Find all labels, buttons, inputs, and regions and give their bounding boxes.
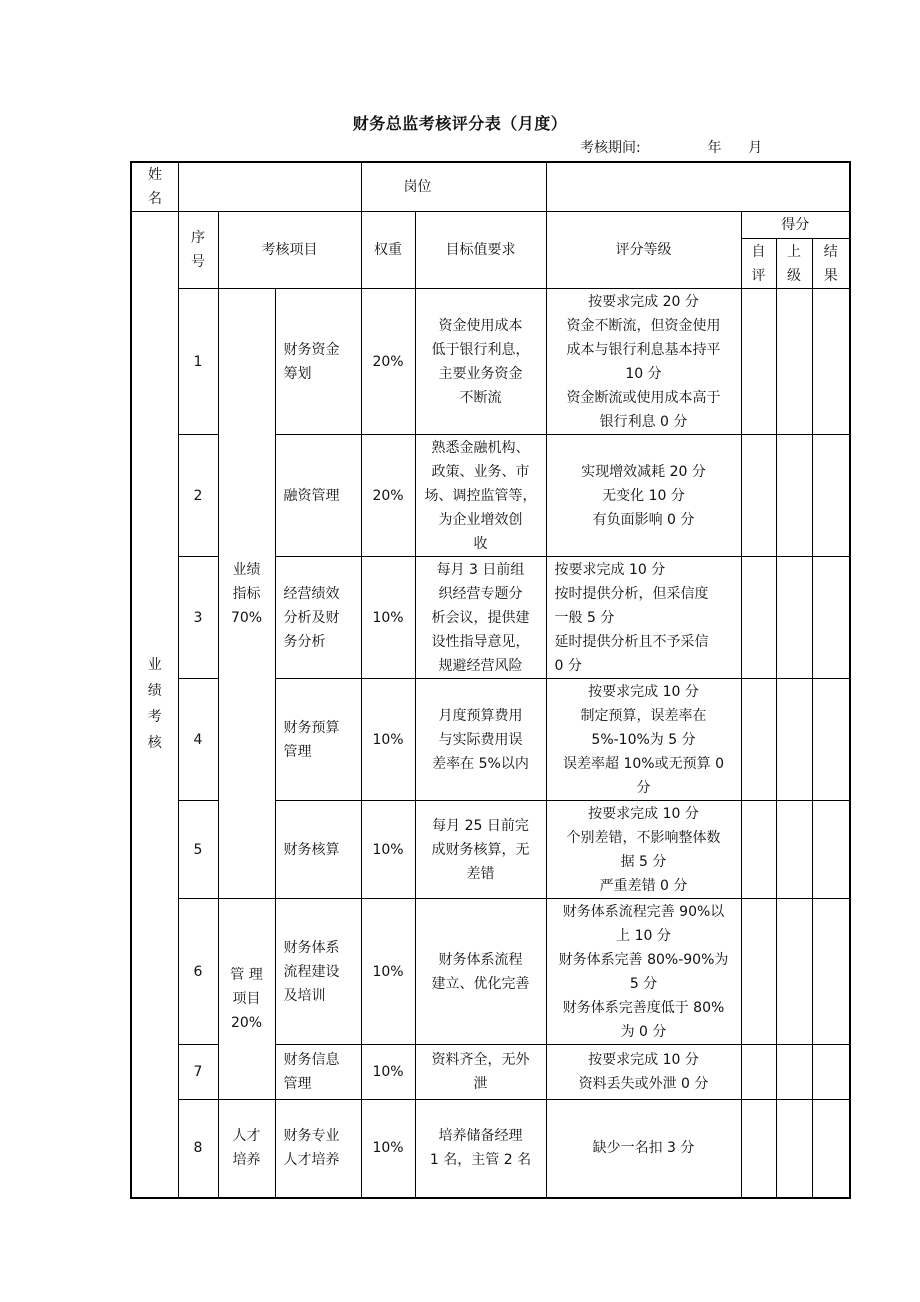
- row-weight: 10%: [361, 899, 415, 1045]
- row-target: 资金使用成本 低于银行利息， 主要业务资金 不断流: [415, 289, 546, 435]
- row-target: 熟悉金融机构、 政策、业务、市 场、调控监管等， 为企业增效创 收: [415, 435, 546, 557]
- target-header: 目标值要求: [415, 212, 546, 289]
- result-score-cell[interactable]: [812, 557, 850, 679]
- result-score-cell[interactable]: [812, 899, 850, 1045]
- row-grading: 按要求完成 10 分 资料丢失或外泄 0 分: [546, 1045, 741, 1100]
- row-no: 6: [178, 899, 218, 1045]
- result-score-cell[interactable]: [812, 1100, 850, 1198]
- row-grading: 财务体系流程完善 90%以 上 10 分 财务体系完善 80%-90%为 5 分 财务体系完善度低于 80% 为 0 分: [546, 899, 741, 1045]
- row-target: 培养储备经理 1 名，主管 2 名: [415, 1100, 546, 1198]
- form-title: 财务总监考核评分表（月度）: [352, 114, 568, 133]
- row-item: 财务专业 人才培养: [275, 1100, 361, 1198]
- row-grading: 缺少一名扣 3 分: [546, 1100, 741, 1198]
- header-info-row: [131, 162, 850, 212]
- row-weight: 10%: [361, 1100, 415, 1198]
- name-label: 姓名: [131, 162, 178, 212]
- self-score-cell[interactable]: [741, 899, 776, 1045]
- row-no: 5: [178, 801, 218, 899]
- row-target: 月度预算费用 与实际费用误 差率在 5%以内: [415, 679, 546, 801]
- column-header-row: [131, 212, 850, 239]
- self-score-cell[interactable]: [741, 1100, 776, 1198]
- group-talent: 人才 培养: [218, 1100, 275, 1198]
- superior-score-cell[interactable]: [776, 899, 812, 1045]
- weight-header: 权重: [361, 212, 415, 289]
- superior-score-cell[interactable]: [776, 1100, 812, 1198]
- result-score-cell[interactable]: [812, 679, 850, 801]
- result-score-cell[interactable]: [812, 801, 850, 899]
- period-month: 月: [748, 140, 763, 156]
- self-score-cell[interactable]: [741, 435, 776, 557]
- superior-score-cell[interactable]: [776, 435, 812, 557]
- grading-header: 评分等级: [546, 212, 741, 289]
- row-no: 8: [178, 1100, 218, 1198]
- row-weight: 10%: [361, 801, 415, 899]
- row-no: 4: [178, 679, 218, 801]
- row-target: 资料齐全，无外 泄: [415, 1045, 546, 1100]
- row-weight: 20%: [361, 289, 415, 435]
- table-row: [131, 899, 850, 1045]
- superior-score-cell[interactable]: [776, 557, 812, 679]
- self-score-cell[interactable]: [741, 801, 776, 899]
- row-item: 经营绩效 分析及财 务分析: [275, 557, 361, 679]
- superior-score-cell[interactable]: [776, 801, 812, 899]
- post-label: 岗位: [361, 162, 546, 212]
- row-grading: 按要求完成 10 分 制定预算，误差率在 5%-10%为 5 分 误差率超 10%或无预算 0 分: [546, 679, 741, 801]
- row-item: 财务体系 流程建设 及培训: [275, 899, 361, 1045]
- category-cell: 业 绩 考 核: [131, 212, 178, 1198]
- item-header: 考核项目: [218, 212, 361, 289]
- superior-header: 上 级: [776, 239, 812, 289]
- result-score-cell[interactable]: [812, 1045, 850, 1100]
- row-grading: 按要求完成 10 分 个别差错，不影响整体数 据 5 分 严重差错 0 分: [546, 801, 741, 899]
- row-weight: 20%: [361, 435, 415, 557]
- period-label: 考核期间:: [580, 140, 641, 156]
- row-grading: 按要求完成 20 分 资金不断流，但资金使用 成本与银行利息基本持平 10 分 资金断流或使用成本高于 银行利息 0 分: [546, 289, 741, 435]
- superior-score-cell[interactable]: [776, 1045, 812, 1100]
- self-score-cell[interactable]: [741, 289, 776, 435]
- name-field[interactable]: [178, 162, 361, 212]
- assessment-table: [130, 161, 851, 1199]
- row-weight: 10%: [361, 679, 415, 801]
- row-item: 融资管理: [275, 435, 361, 557]
- result-score-cell[interactable]: [812, 289, 850, 435]
- row-weight: 10%: [361, 1045, 415, 1100]
- superior-score-cell[interactable]: [776, 289, 812, 435]
- self-score-cell[interactable]: [741, 679, 776, 801]
- row-grading: 实现增效减耗 20 分 无变化 10 分 有负面影响 0 分: [546, 435, 741, 557]
- seq-header: 序 号: [178, 212, 218, 289]
- post-field[interactable]: [546, 162, 850, 212]
- row-item: 财务信息 管理: [275, 1045, 361, 1100]
- score-header: 得分: [741, 212, 850, 239]
- result-header: 结 果: [812, 239, 850, 289]
- row-target: 财务体系流程 建立、优化完善: [415, 899, 546, 1045]
- self-score-cell[interactable]: [741, 557, 776, 679]
- row-item: 财务资金 筹划: [275, 289, 361, 435]
- row-weight: 10%: [361, 557, 415, 679]
- row-target: 每月 3 日前组 织经营专题分 析会议，提供建 设性指导意见， 规避经营风险: [415, 557, 546, 679]
- result-score-cell[interactable]: [812, 435, 850, 557]
- row-item: 财务核算: [275, 801, 361, 899]
- self-eval-header: 自 评: [741, 239, 776, 289]
- row-no: 1: [178, 289, 218, 435]
- group-management: 管 理 项目 20%: [218, 899, 275, 1100]
- assessment-period: [580, 137, 762, 157]
- row-no: 2: [178, 435, 218, 557]
- table-row: [131, 1100, 850, 1198]
- row-grading: 按要求完成 10 分 按时提供分析，但采信度 一般 5 分 延时提供分析且不予采信 0 分: [546, 557, 741, 679]
- superior-score-cell[interactable]: [776, 679, 812, 801]
- period-year: 年: [707, 140, 722, 156]
- row-target: 每月 25 日前完 成财务核算，无 差错: [415, 801, 546, 899]
- table-row: [131, 289, 850, 435]
- self-score-cell[interactable]: [741, 1045, 776, 1100]
- row-item: 财务预算 管理: [275, 679, 361, 801]
- row-no: 3: [178, 557, 218, 679]
- row-no: 7: [178, 1045, 218, 1100]
- group-performance: 业绩 指标 70%: [218, 289, 275, 899]
